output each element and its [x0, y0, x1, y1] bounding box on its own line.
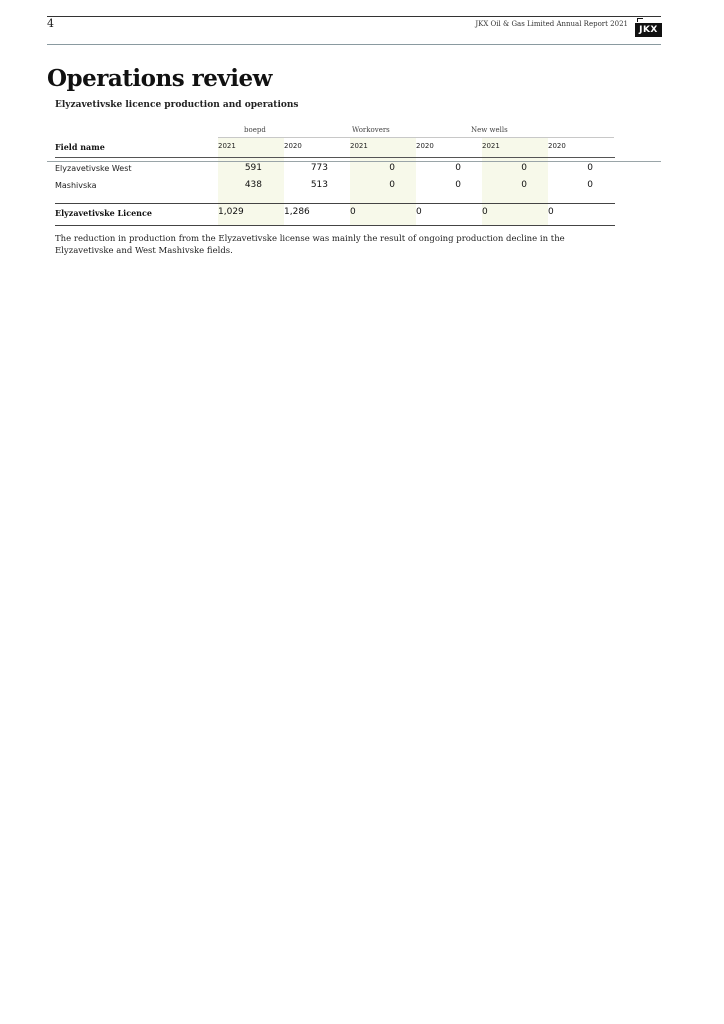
group-rule-new-wells [482, 137, 614, 138]
total-cell: 0 [350, 207, 356, 217]
report-header: JKX Oil & Gas Limited Annual Report 2021 [475, 20, 628, 28]
total-cell: 0 [548, 207, 554, 217]
total-top-rule [55, 203, 615, 204]
table-cell: 0 [455, 180, 461, 190]
group-header-workovers: Workovers [352, 126, 390, 134]
total-cell: 0 [416, 207, 422, 217]
table-cell: 0 [521, 180, 527, 190]
total-cell: 0 [482, 207, 488, 217]
header-rule [47, 44, 661, 45]
header-underline [55, 157, 615, 158]
table-cell: 0 [587, 163, 593, 173]
logo-mark [637, 18, 643, 22]
table-cell: 0 [455, 163, 461, 173]
table-cell: 0 [521, 163, 527, 173]
row-label-elyzavetivske-west: Elyzavetivske West [55, 164, 132, 173]
total-bottom-rule [55, 225, 615, 226]
table-title: Elyzavetivske licence production and operations [55, 100, 299, 110]
row-label-mashivska: Mashivska [55, 181, 97, 190]
total-cell: 1,029 [218, 207, 244, 217]
field-name-header: Field name [55, 142, 105, 152]
table-cell: 773 [310, 163, 328, 173]
col-header-boepd-2020: 2020 [284, 142, 302, 150]
page-title: Operations review [47, 65, 272, 92]
total-cell: 1,286 [284, 207, 310, 217]
table-cell: 513 [310, 180, 328, 190]
group-rule-boepd [218, 137, 350, 138]
table-cell: 0 [389, 163, 395, 173]
col-header-newwells-2020: 2020 [548, 142, 566, 150]
header-rule-full [47, 161, 661, 162]
group-rule-workovers [350, 137, 482, 138]
top-rule [47, 16, 661, 17]
group-header-new-wells: New wells [471, 126, 508, 134]
col-header-boepd-2021: 2021 [218, 142, 236, 150]
table-cell: 591 [244, 163, 262, 173]
shade-total-2021-workovers [350, 204, 416, 225]
table-cell: 438 [244, 180, 262, 190]
col-header-workovers-2020: 2020 [416, 142, 434, 150]
group-header-boepd: boepd [244, 126, 266, 134]
company-logo: JKX [635, 23, 662, 37]
total-row-label: Elyzavetivske Licence [55, 208, 152, 218]
col-header-newwells-2021: 2021 [482, 142, 500, 150]
page-number: 4 [47, 17, 54, 30]
explanatory-note: The reduction in production from the Elyzavetivske license was mainly the result of ongoing production decline in the Elyzavetivske and West Mashivske fields. [55, 234, 565, 256]
col-header-workovers-2021: 2021 [350, 142, 368, 150]
shade-total-2021-newwells [482, 204, 548, 225]
table-cell: 0 [389, 180, 395, 190]
table-cell: 0 [587, 180, 593, 190]
